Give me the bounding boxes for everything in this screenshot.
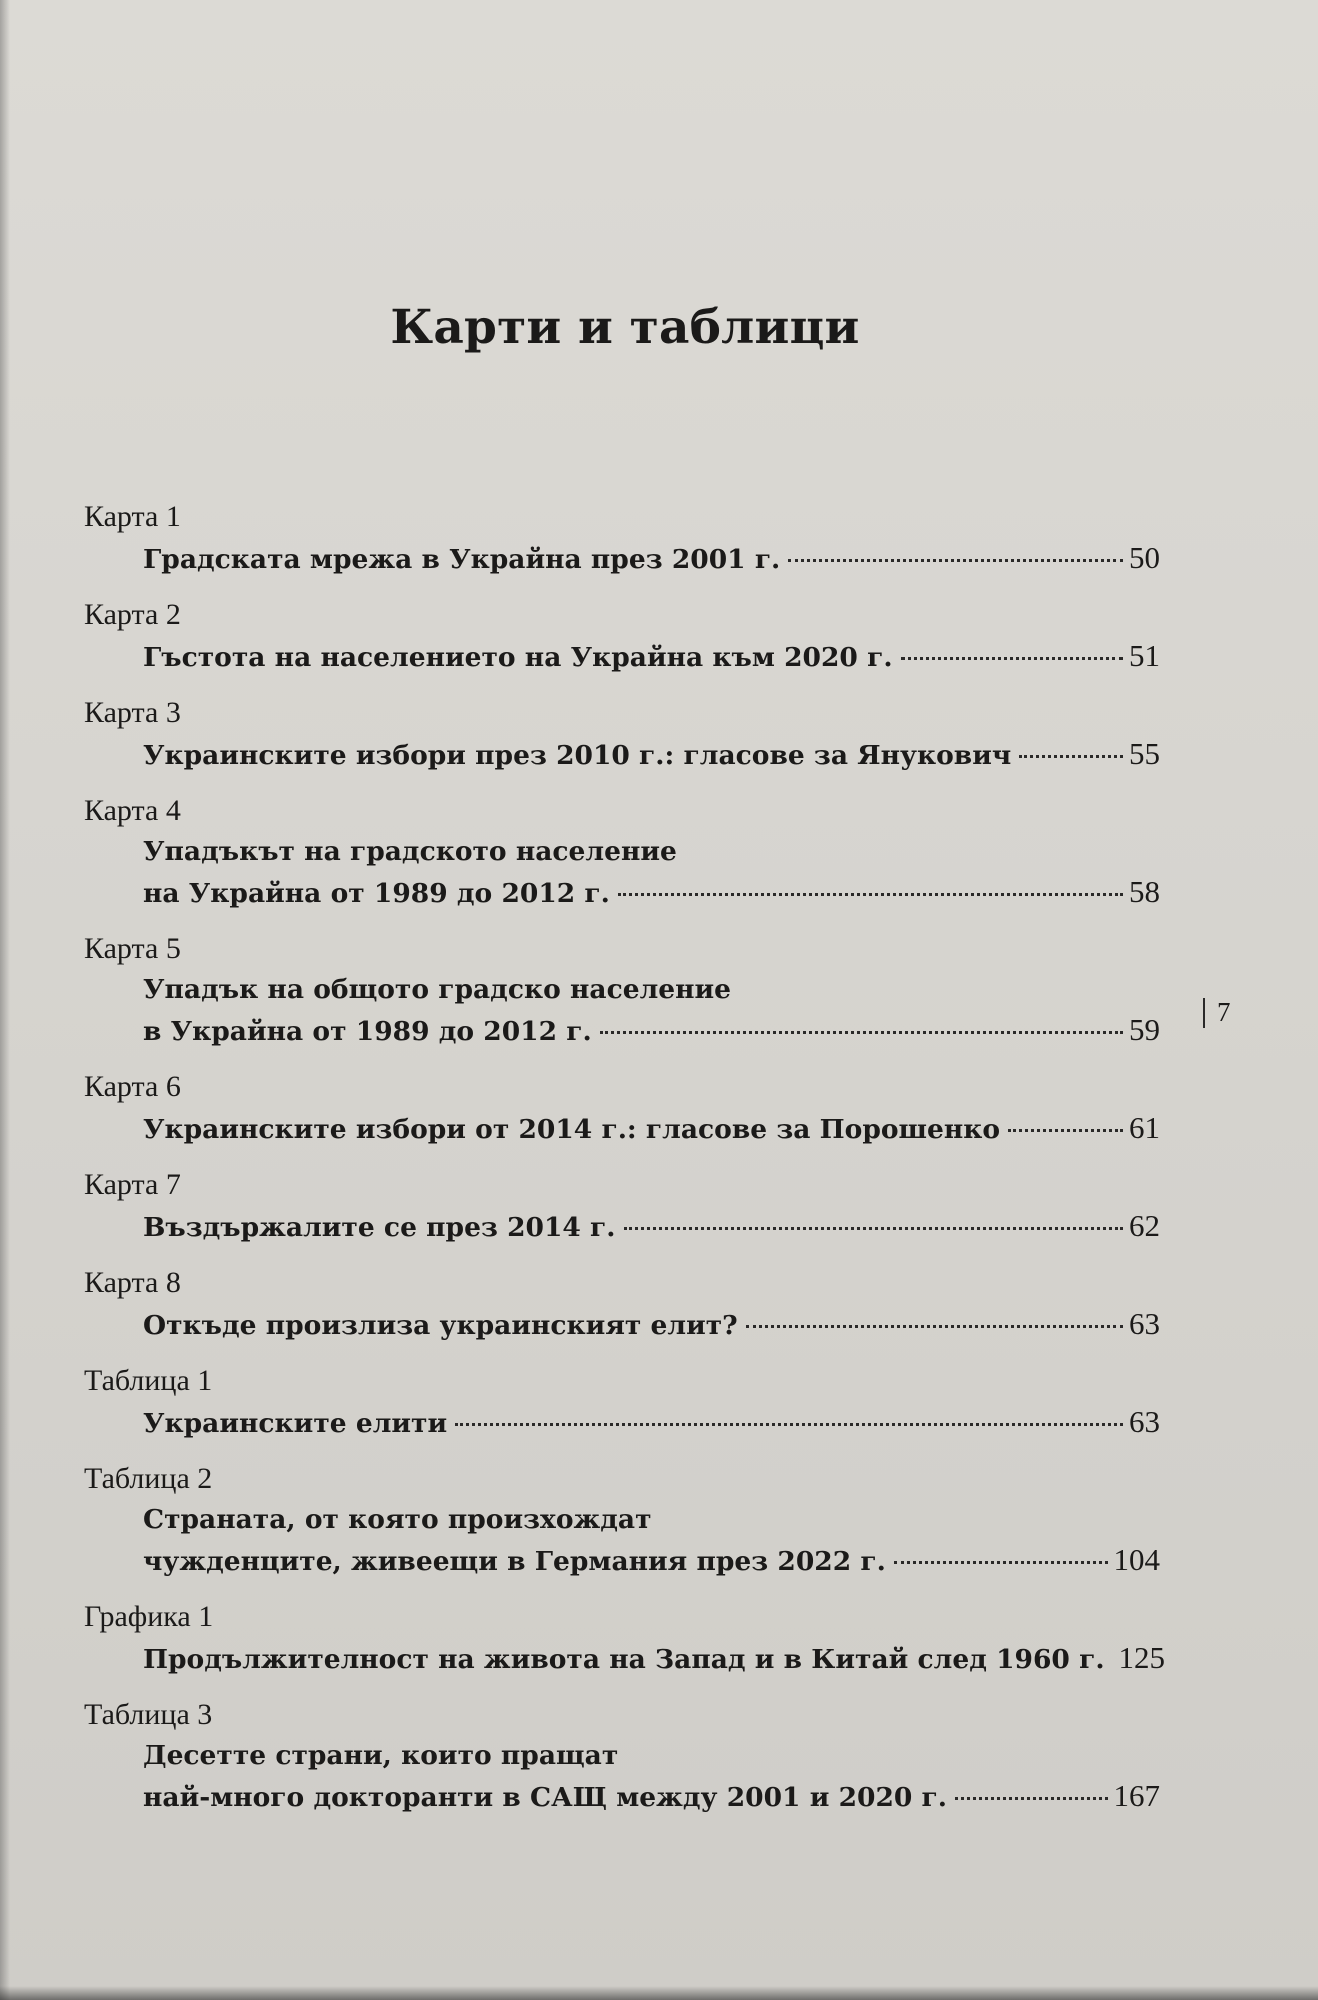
toc-entry [84,1262,1160,1344]
dot-leader [746,1325,1123,1328]
toc-entry-caption [84,1206,1160,1246]
toc-entry-caption-line: Украинските избори през 2010 г.: гласове за Янукович [143,740,1012,771]
toc-entry-caption-line: чужденците, живеещи в Германия през 2022 г. [143,1546,886,1577]
toc-entry-caption-line: Украинските избори от 2014 г.: гласове за Порошенко [143,1114,1001,1145]
toc-entry-leader-row [143,1402,1160,1442]
toc-entry-caption [84,1402,1160,1442]
toc-entry [84,1164,1160,1246]
toc-entry-page-number: 63 [1129,1306,1160,1341]
toc-entry-leader-row [143,1540,1160,1580]
dot-leader [1008,1129,1123,1132]
dot-leader [894,1561,1108,1564]
toc-entry-page-number: 55 [1129,736,1160,771]
toc-entry-caption-line: Гъстота на населението на Украйна към 2020 г. [143,642,893,673]
toc-entry [84,928,1160,1050]
page-folio [1203,997,1231,1028]
toc-entry-category: Таблица 1 [84,1364,213,1397]
toc-entry-page-number: 58 [1129,874,1160,909]
dot-leader [455,1423,1123,1426]
toc-entry-leader-row [143,636,1160,676]
toc-entry [84,1694,1160,1816]
toc-entry-page-number: 62 [1129,1208,1160,1243]
toc-entry-caption-line: Градската мрежа в Украйна през 2001 г. [143,544,781,575]
toc-entry-category: Таблица 2 [84,1462,213,1495]
page-title: Карти и таблици [390,300,860,355]
toc-entry-caption-line: в Украйна от 1989 до 2012 г. [143,1016,592,1047]
page-number: 7 [1217,997,1231,1027]
toc-entry-page-number: 104 [1113,1542,1160,1577]
page-bottom-shadow [0,1986,1318,2000]
toc-entry [84,1596,1166,1678]
toc-entry-leader-row [143,1638,1166,1678]
toc-entry-caption [84,1500,1160,1580]
toc-entry-caption-line: Продължителност на живота на Запад и в Китай след 1960 г. [143,1644,1105,1675]
dot-leader [901,657,1123,660]
toc-entry-leader-row [143,538,1160,578]
toc-entry-page-number: 50 [1129,540,1160,575]
dot-leader [1019,755,1123,758]
toc-entry-category: Карта 5 [84,932,181,965]
dot-leader [600,1031,1123,1034]
toc-entry-category: Карта 2 [84,598,181,631]
toc-entry-leader-row [143,1776,1160,1816]
toc-entry-category: Таблица 3 [84,1698,213,1731]
toc-entry-caption-line: Упадък на общото градско население [143,974,732,1005]
toc-entry-leader-row [143,1108,1160,1148]
toc-entry-page-number: 51 [1129,638,1160,673]
toc-entry-caption [84,1638,1166,1678]
toc-entry [84,790,1160,912]
dot-leader [788,559,1123,562]
toc-entry [84,594,1160,676]
dot-leader [955,1797,1107,1800]
dot-leader [618,893,1123,896]
toc-entry-caption [84,970,1160,1050]
toc-entry-category: Карта 8 [84,1266,181,1299]
toc-entry-category: Карта 1 [84,500,181,533]
toc-entry [84,692,1160,774]
toc-entry-caption [84,832,1160,912]
table-of-contents [84,496,1166,1832]
toc-entry-leader-row [143,1010,1160,1050]
toc-entry-leader-row [143,734,1160,774]
toc-entry-page-number: 59 [1129,1012,1160,1047]
toc-entry-caption-line: Десетте страни, които пращат [143,1740,619,1771]
toc-entry-caption-line: на Украйна от 1989 до 2012 г. [143,878,610,909]
toc-entry [84,1066,1160,1148]
toc-entry-caption-line: Страната, от която произхождат [143,1504,652,1535]
toc-entry-caption-line: Упадъкът на градското население [143,836,677,867]
dot-leader [624,1227,1123,1230]
toc-entry-leader-row [143,872,1160,912]
toc-entry-category: Графика 1 [84,1600,214,1633]
toc-entry-caption [84,1304,1160,1344]
toc-entry [84,1360,1160,1442]
toc-entry [84,1458,1160,1580]
toc-entry-caption [84,538,1160,578]
toc-entry-page-number: 167 [1113,1778,1160,1813]
toc-entry-caption [84,734,1160,774]
toc-entry-page-number: 63 [1129,1404,1160,1439]
toc-entry-caption-line: Откъде произлиза украинският елит? [143,1310,738,1341]
toc-entry-caption-line: Въздържалите се през 2014 г. [143,1212,616,1243]
toc-entry-caption [84,1736,1160,1816]
toc-entry-category: Карта 6 [84,1070,181,1103]
toc-entry-leader-row [143,1206,1160,1246]
toc-entry-caption [84,636,1160,676]
toc-entry-leader-row [143,1304,1160,1344]
toc-entry-caption-line: най-много докторанти в САЩ между 2001 и 2020 г. [143,1782,948,1813]
toc-entry-category: Карта 4 [84,794,181,827]
toc-entry-page-number: 125 [1118,1640,1166,1675]
toc-entry-page-number: 61 [1129,1110,1160,1145]
toc-entry-caption [84,1108,1160,1148]
toc-entry-caption-line: Украинските елити [143,1408,448,1439]
toc-entry-category: Карта 3 [84,696,181,729]
toc-entry [84,496,1160,578]
folio-divider [1203,998,1205,1028]
toc-entry-category: Карта 7 [84,1168,181,1201]
